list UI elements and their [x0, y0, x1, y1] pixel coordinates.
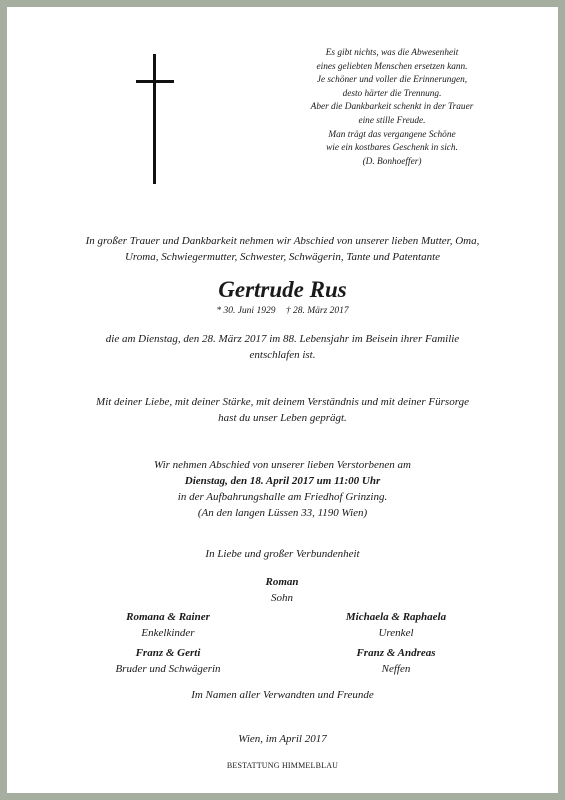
tribute-text — [30, 394, 535, 426]
cross-icon-bar — [136, 80, 174, 83]
birth-date: * 30. Juni 1929 — [216, 306, 276, 316]
poem-line: Je schöner und voller die Erinnerungen, — [316, 75, 468, 86]
mourner-nephews — [296, 645, 496, 677]
mourner-name: Franz & Gerti — [135, 647, 201, 659]
poem — [282, 47, 502, 169]
service-address: (An den langen Lüssen 33, 1190 Wien) — [197, 507, 368, 519]
poem-line: eines geliebten Menschen ersetzen kann. — [316, 61, 468, 72]
funeral-home: BESTATTUNG HIMMELBLAU — [226, 761, 339, 770]
service-info — [30, 457, 535, 521]
mourner-son — [182, 574, 382, 606]
service-location: in der Aufbahrungshalle am Friedhof Grinzing. — [177, 491, 388, 503]
farewell-text: In Liebe und großer Verbundenheit — [205, 548, 360, 560]
intro-text — [30, 233, 535, 265]
poem-line: desto härter die Trennung. — [342, 88, 442, 99]
cross-icon — [153, 54, 156, 184]
tribute-line: hast du unser Leben geprägt. — [218, 412, 347, 424]
tribute-line: Mit deiner Liebe, mit deiner Stärke, mit deinem Verständnis und mit deiner Fürsorge — [96, 396, 469, 408]
poem-author: (D. Bonhoeffer) — [362, 156, 422, 167]
poem-line: Aber die Dankbarkeit schenkt in der Trauer — [310, 102, 474, 113]
poem-line: eine stille Freude. — [358, 115, 426, 126]
mourner-great-grandchildren — [296, 609, 496, 641]
mourner-grandchildren — [68, 609, 268, 641]
passing-line: die am Dienstag, den 28. März 2017 im 88. Lebensjahr im Beisein ihrer Familie — [105, 333, 460, 345]
life-dates — [30, 305, 535, 318]
passing-line: entschlafen ist. — [249, 349, 316, 361]
mourner-relation: Enkelkinder — [141, 627, 195, 639]
death-date: † 28. März 2017 — [285, 306, 349, 316]
mourner-relation: Urenkel — [378, 627, 414, 639]
mourner-name: Roman — [265, 576, 299, 588]
mourner-brother — [68, 645, 268, 677]
intro-line: In großer Trauer und Dankbarkeit nehmen wir Abschied von unserer lieben Mutter, Oma, — [85, 235, 480, 247]
mourner-name: Michaela & Raphaela — [345, 611, 447, 623]
intro-line: Uroma, Schwiegermutter, Schwester, Schwägerin, Tante und Patentante — [124, 251, 441, 263]
closing-text: Im Namen aller Verwandten und Freunde — [191, 689, 374, 701]
service-date: Dienstag, den 18. April 2017 um 11:00 Uhr — [184, 475, 381, 487]
mourner-relation: Sohn — [271, 592, 293, 604]
passing-text — [30, 331, 535, 363]
mourner-name: Franz & Andreas — [356, 647, 436, 659]
place-date: Wien, im April 2017 — [238, 733, 327, 745]
mourner-name: Romana & Rainer — [126, 611, 210, 623]
mourner-relation: Neffen — [381, 663, 411, 675]
mourner-relation: Bruder und Schwägerin — [115, 663, 221, 675]
poem-line: Man trägt das vergangene Schöne — [328, 129, 456, 140]
deceased-name: Gertrude Rus — [218, 277, 347, 302]
service-line: Wir nehmen Abschied von unserer lieben Verstorbenen am — [154, 459, 411, 471]
poem-line: wie ein kostbares Geschenk in sich. — [326, 143, 458, 154]
poem-line: Es gibt nichts, was die Abwesenheit — [325, 48, 459, 58]
